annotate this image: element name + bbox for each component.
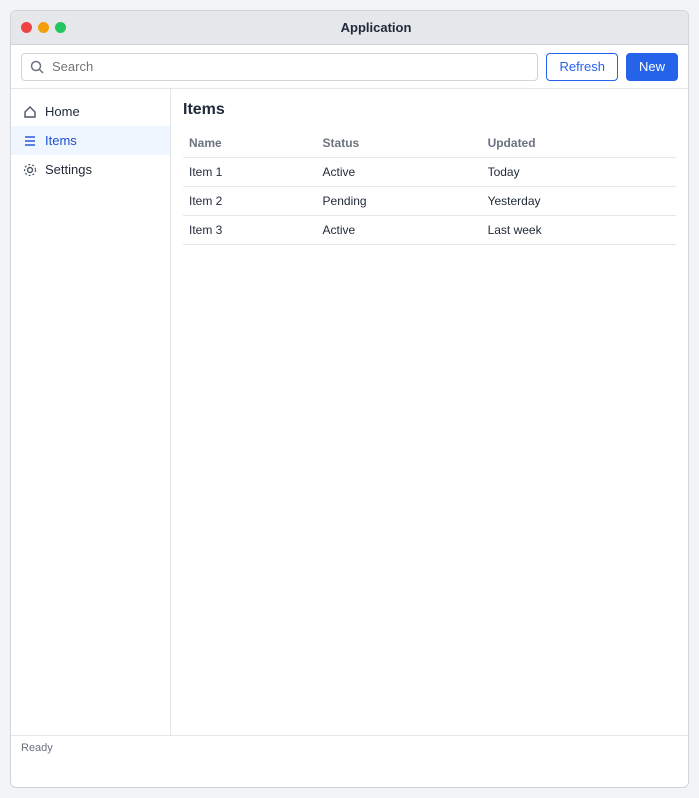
- app-window: [10, 10, 689, 788]
- items-table: [183, 129, 676, 245]
- table-row[interactable]: [183, 187, 676, 216]
- table-cell: Today: [482, 158, 676, 187]
- table-row[interactable]: [183, 216, 676, 245]
- minimize-window-button[interactable]: [38, 22, 49, 33]
- sidebar-item-label: Items: [45, 133, 77, 148]
- table-header-row: [183, 129, 676, 158]
- window-controls: [21, 22, 66, 33]
- window-title: Application: [340, 20, 412, 35]
- page-title: Items: [183, 101, 225, 118]
- column-header[interactable]: Name: [183, 129, 317, 158]
- toolbar: [11, 45, 688, 89]
- column-header[interactable]: Updated: [482, 129, 676, 158]
- table-cell: Item 1: [183, 158, 317, 187]
- sidebar-item-items[interactable]: [11, 126, 170, 155]
- refresh-button[interactable]: Refresh: [546, 53, 618, 81]
- gear-icon: [23, 163, 37, 177]
- sidebar-item-home[interactable]: [11, 97, 170, 126]
- status-text: Ready: [21, 741, 53, 754]
- content-layout: [11, 89, 688, 735]
- main-panel: [171, 89, 688, 735]
- sidebar-item-settings[interactable]: [11, 155, 170, 184]
- maximize-window-button[interactable]: [55, 22, 66, 33]
- search-box[interactable]: [21, 53, 538, 81]
- list-icon: [23, 134, 37, 148]
- close-window-button[interactable]: [21, 22, 32, 33]
- sidebar: [11, 89, 171, 735]
- table-cell: Item 2: [183, 187, 317, 216]
- sidebar-item-label: Home: [45, 104, 80, 119]
- home-icon: [23, 105, 37, 119]
- search-input[interactable]: [50, 58, 529, 75]
- title-bar: [11, 11, 688, 45]
- table-cell: Item 3: [183, 216, 317, 245]
- table-row[interactable]: [183, 158, 676, 187]
- new-button[interactable]: New: [626, 53, 678, 81]
- search-icon: [30, 60, 44, 74]
- status-bar: [11, 735, 688, 759]
- table-cell: Last week: [482, 216, 676, 245]
- table-cell: Active: [317, 216, 482, 245]
- column-header[interactable]: Status: [317, 129, 482, 158]
- table-cell: Yesterday: [482, 187, 676, 216]
- sidebar-item-label: Settings: [45, 162, 92, 177]
- table-cell: Active: [317, 158, 482, 187]
- table-cell: Pending: [317, 187, 482, 216]
